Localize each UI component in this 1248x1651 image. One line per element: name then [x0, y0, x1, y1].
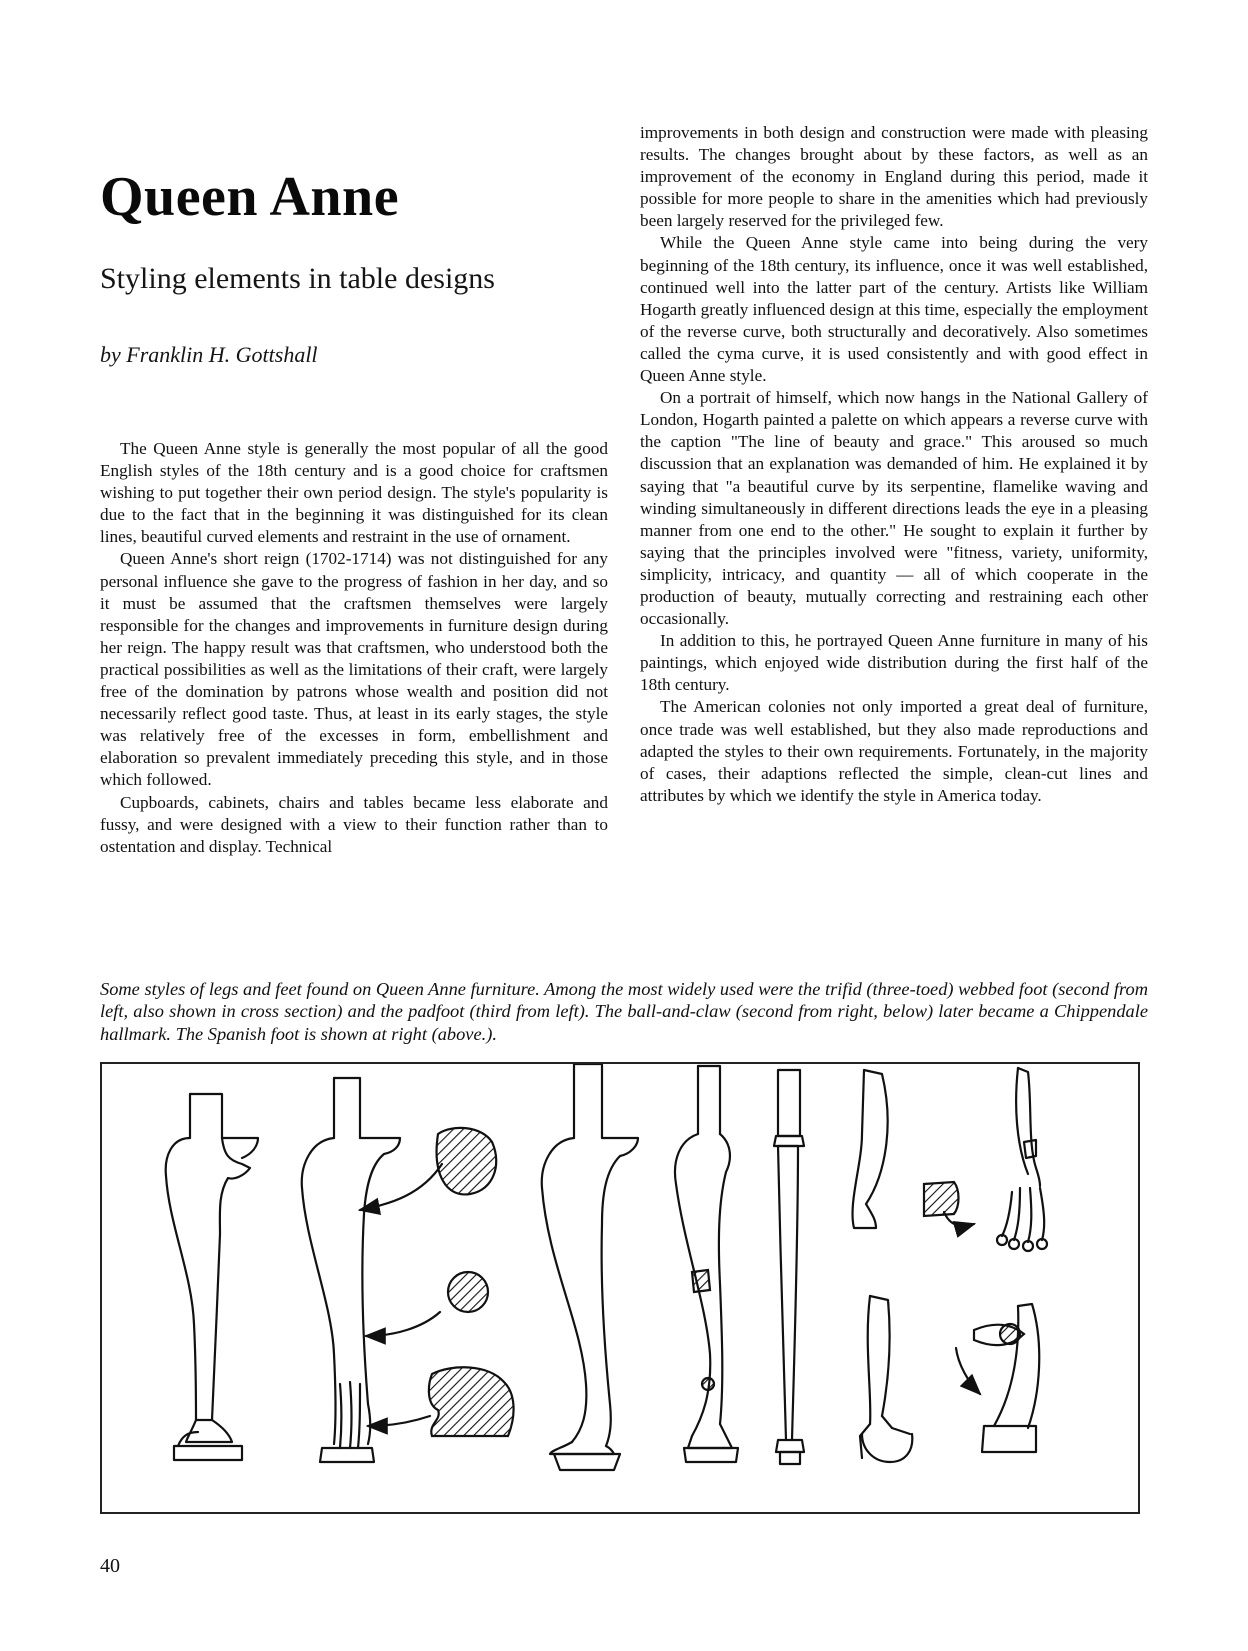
- arrow: [366, 1312, 440, 1336]
- cross-section-trifid: [437, 1128, 497, 1195]
- cross-section-spanish: [924, 1182, 959, 1216]
- page-number: 40: [100, 1555, 120, 1577]
- article-subtitle: Styling elements in table designs: [100, 262, 495, 295]
- leg-drawings: [102, 1064, 1138, 1512]
- arrow: [368, 1416, 430, 1426]
- paragraph: improvements in both design and construction were made with pleasing results. The changes brought about by these factors, as well as an improvement of the economy in England during this period, made it possible for more people to share in the amenities which had previously been largely reserved for the privileged few.: [640, 123, 1148, 231]
- turned-leg-drawing: [774, 1070, 804, 1464]
- paragraph: The American colonies not only imported a great deal of furniture, once trade was well established, but they also made reproductions and adapted the styles to their own requirements. Fortunately, in the majority of cases, their adaptions reflected the simple, clean-cut lines and attributes by which we identify the style in America today.: [640, 697, 1148, 805]
- ball-and-claw-leg-drawing: [860, 1296, 912, 1462]
- paragraph: While the Queen Anne style came into being during the very beginning of the 18th century, its influence, once it was well established, continued well into the latter part of the century. Artists like William Hogarth greatly influenced design at this time, especially the employment of the reverse curve, both structurally and decoratively. Also sometimes called the cyma curve, it is used consistently and with good effect in Queen Anne style.: [640, 233, 1148, 386]
- article-title: Queen Anne: [100, 166, 400, 228]
- paragraph: The Queen Anne style is generally the most popular of all the good English styles of the 18th century and is a good choice for craftsmen wishing to put together their own period design. The style's popularity is due to the fact that in the beginning it was distinguished for its clean lines, beautiful curved elements and restraint in the use of ornament.: [100, 439, 608, 547]
- leg-hatched-dot: [702, 1378, 714, 1390]
- curved-leg-upper-drawing: [853, 1070, 888, 1228]
- cross-section-foot: [429, 1367, 514, 1436]
- article-byline: by Franklin H. Gottshall: [100, 342, 318, 367]
- trifid-webbed-foot-leg-drawing: [302, 1078, 400, 1462]
- paragraph: On a portrait of himself, which now hangs in the National Gallery of London, Hogarth painted a palette on which appears a reverse curve with the caption "The line of beauty and grace." This aroused so much discussion that an explanation was demanded of him. He explained it by saying that "a beautiful curve by its serpentine, flamelike waving and winding simultaneously in different directions leads the eye in a pleasing manner from one end to the other." He sought to explain it further by saying that the principles involved were "fitness, variety, uniformity, simplicity, intricacy, and quantity — all of which cooperate in the production of beauty, mutually correcting and restraining each other occasionally.: [640, 388, 1148, 629]
- paragraph: In addition to this, he portrayed Queen Anne furniture in many of his paintings, which enjoyed wide distribution during the first half of the 18th century.: [640, 631, 1148, 695]
- paragraph: Queen Anne's short reign (1702-1714) was not distinguished for any personal influence she gave to the progress of fashion in her day, and so it must be assumed that the craftsmen themselves were largely responsible for the changes and improvements in furniture design during her reign. The happy result was that craftsmen, who understood both the practical possibilities as well as the limitations of their craft, were largely free of the domination by patrons whose wealth and position did not necessarily reflect good taste. Thus, at least in its early stages, the style was relatively free of the excesses in form, embellishment and elaboration so prevalent immediately preceding this style, and in those which followed.: [100, 549, 608, 790]
- leg-hatched-band: [692, 1270, 710, 1292]
- spanish-foot-leg-drawing: [997, 1068, 1047, 1251]
- cross-section-round: [448, 1272, 488, 1312]
- figure-caption: Some styles of legs and feet found on Queen Anne furniture. Among the most widely used were the trifid (three-toed) webbed foot (second from left, also shown in cross section) and the padfoot (third from left). The ball-and-claw (second from right, below) later became a Chippendale hallmark. The Spanish foot is shown at right (above.).: [100, 979, 1148, 1044]
- left-column: [100, 438, 608, 858]
- slender-leg-drawing: [675, 1066, 738, 1462]
- cross-section-oval-hatch: [1000, 1324, 1020, 1344]
- paragraph: Cupboards, cabinets, chairs and tables became less elaborate and fussy, and were designed with a view to their function rather than to ostentation and display. Technical: [100, 792, 608, 856]
- padfoot-leg-drawing: [542, 1064, 638, 1470]
- right-column: [640, 122, 1148, 807]
- arrow: [956, 1348, 980, 1394]
- cabriole-leg-drawing: [166, 1094, 258, 1460]
- furniture-legs-illustration: [100, 1062, 1140, 1514]
